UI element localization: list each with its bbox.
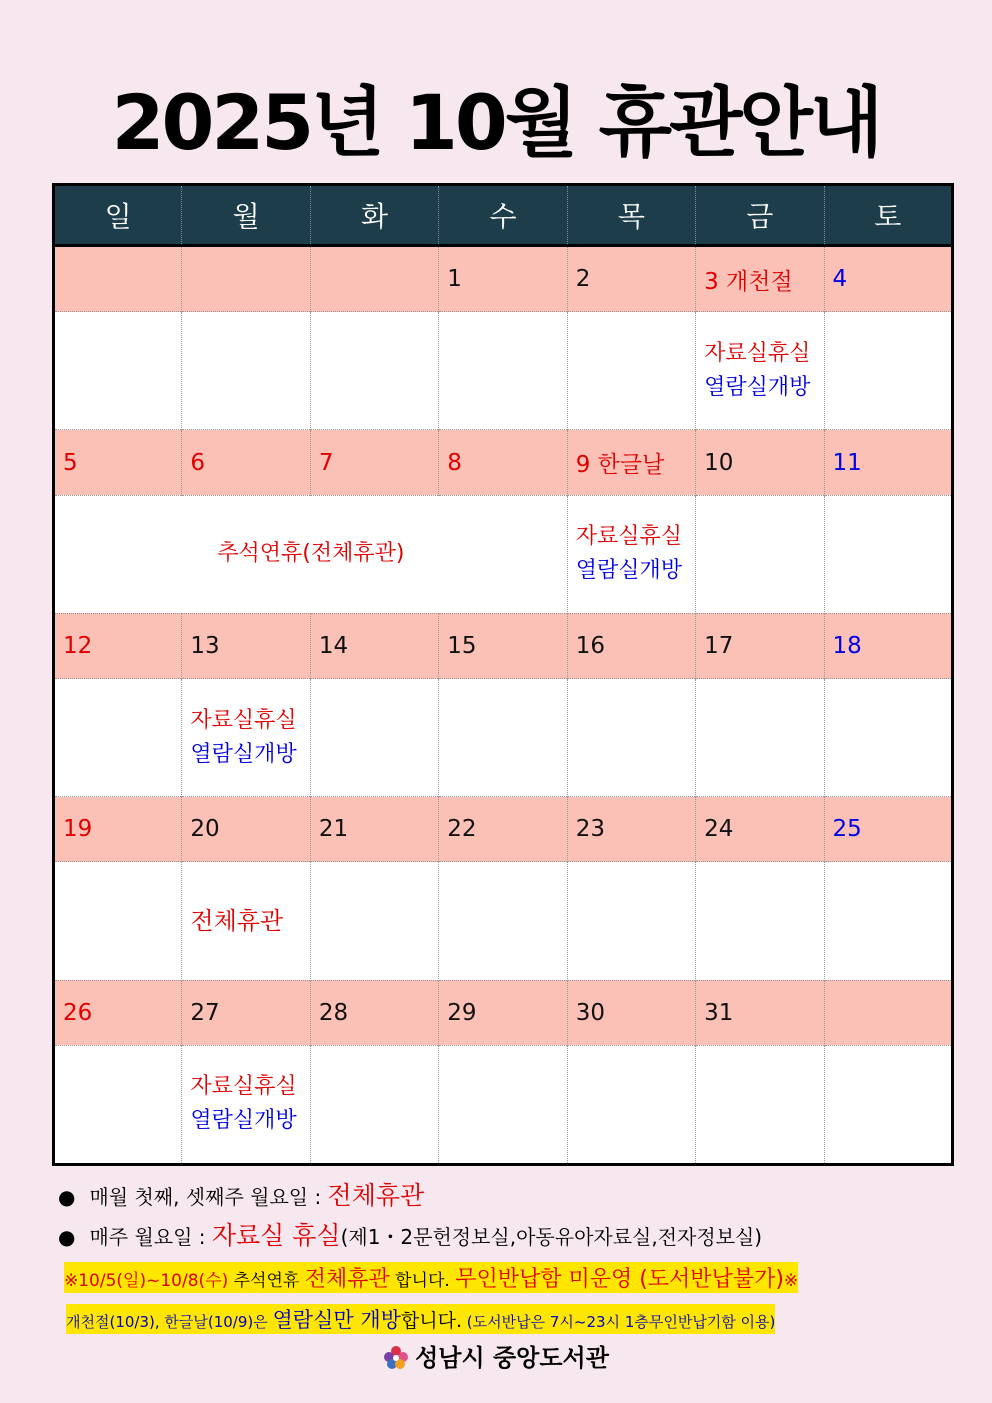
note-cell (567, 1045, 695, 1164)
weekday-mon: 월 (182, 185, 310, 246)
week-1-dates (54, 246, 953, 312)
date-cell: 1 (439, 246, 567, 312)
date-cell: 26 (54, 980, 182, 1045)
holiday-notice (66, 1304, 775, 1334)
note-cell (439, 862, 567, 980)
note-cell (54, 312, 182, 430)
date-cell (310, 246, 438, 312)
note-cell (824, 679, 952, 797)
week-5-notes (54, 1045, 953, 1164)
note-cell (696, 862, 824, 980)
note-cell (696, 1045, 824, 1164)
note-cell (310, 862, 438, 980)
date-cell: 25 (824, 797, 952, 862)
date-cell (182, 246, 310, 312)
calendar-table (52, 183, 954, 1166)
note-cell (824, 862, 952, 980)
bullet-icon: ● (58, 1185, 76, 1209)
notice-mark: ※ (783, 1271, 799, 1291)
info-emphasis: 전체휴관 (327, 1181, 425, 1210)
date-cell: 5 (54, 430, 182, 495)
notice-emphasis: 무인반납함 미운영 (도서반납불가) (455, 1267, 784, 1292)
week-3-dates (54, 613, 953, 678)
weekday-sun: 일 (54, 185, 182, 246)
notice-text: 합니다. (389, 1271, 456, 1291)
info-detail: (제1・2문헌정보실,아동유아자료실,전자정보실) (340, 1225, 763, 1249)
week-5-dates (54, 980, 953, 1045)
week-4-notes (54, 862, 953, 980)
date-cell: 14 (310, 613, 438, 678)
date-cell: 12 (54, 613, 182, 678)
date-cell: 6 (182, 430, 310, 495)
note-cell (696, 312, 824, 430)
date-cell: 31 (696, 980, 824, 1045)
date-cell: 20 (182, 797, 310, 862)
note-cell (696, 495, 824, 613)
info-text: 매월 첫째, 셋째주 월요일 : (89, 1185, 328, 1209)
date-cell (54, 246, 182, 312)
notice-emphasis: 전체휴관 (304, 1267, 390, 1292)
study-room-open-note: 열람실개방 (575, 558, 682, 584)
reading-room-closed-note: 자료실휴실 (190, 707, 297, 733)
notice-text: 추석연휴 (228, 1271, 305, 1291)
note-cell (54, 1045, 182, 1164)
reading-room-closed-note: 자료실휴실 (575, 524, 682, 550)
note-cell (182, 679, 310, 797)
note-cell (824, 1045, 952, 1164)
note-cell (439, 1045, 567, 1164)
info-line-monthly (58, 1176, 424, 1212)
library-footer (0, 1338, 992, 1373)
date-cell: 24 (696, 797, 824, 862)
note-cell (182, 312, 310, 430)
date-cell: 15 (439, 613, 567, 678)
date-cell: 10 (696, 430, 824, 495)
date-cell-holiday: 9 한글날 (567, 430, 695, 495)
info-line-weekly (58, 1216, 762, 1252)
seongnam-logo-icon (383, 1344, 409, 1370)
date-cell: 28 (310, 980, 438, 1045)
weekday-sat: 토 (824, 185, 952, 246)
note-cell (567, 862, 695, 980)
week-2-dates (54, 430, 953, 495)
notice-text: 개천절(10/3), 한글날(10/9)은 (66, 1313, 273, 1331)
week-1-notes (54, 312, 953, 430)
date-cell: 22 (439, 797, 567, 862)
date-cell: 18 (824, 613, 952, 678)
date-cell: 13 (182, 613, 310, 678)
weekday-wed: 수 (439, 185, 567, 246)
notice-dates: ※10/5(일)~10/8(수) (64, 1271, 229, 1291)
full-closure-note: 전체휴관 (190, 906, 284, 935)
date-cell: 2 (567, 246, 695, 312)
note-cell (54, 679, 182, 797)
date-cell: 8 (439, 430, 567, 495)
date-cell: 21 (310, 797, 438, 862)
note-cell (310, 1045, 438, 1164)
page-title: 2025년 10월 휴관안내 (111, 78, 881, 167)
note-cell (696, 679, 824, 797)
study-room-open-note: 열람실개방 (190, 1108, 297, 1134)
reading-room-closed-note: 자료실휴실 (190, 1074, 297, 1100)
study-room-open-note: 열람실개방 (704, 374, 811, 400)
date-cell: 27 (182, 980, 310, 1045)
week-3-notes (54, 679, 953, 797)
date-cell: 19 (54, 797, 182, 862)
notice-text: 합니다. (400, 1310, 463, 1332)
date-cell (824, 980, 952, 1045)
note-cell (439, 679, 567, 797)
library-name: 성남시 중앙도서관 (415, 1344, 609, 1372)
note-cell (824, 495, 952, 613)
reading-room-closed-note: 자료실휴실 (704, 340, 811, 366)
note-cell (182, 1045, 310, 1164)
weekday-fri: 금 (696, 185, 824, 246)
weekday-header-row (54, 185, 953, 246)
date-cell: 23 (567, 797, 695, 862)
info-text: 매주 월요일 : (89, 1225, 212, 1249)
weekday-thu: 목 (567, 185, 695, 246)
date-cell-holiday: 3 개천절 (696, 246, 824, 312)
note-cell (824, 312, 952, 430)
note-cell (182, 862, 310, 980)
note-cell (310, 679, 438, 797)
date-cell: 4 (824, 246, 952, 312)
notice-emphasis: 열람실만 개방 (272, 1308, 401, 1332)
study-room-open-note: 열람실개방 (190, 741, 297, 767)
note-cell (310, 312, 438, 430)
note-cell (567, 312, 695, 430)
note-cell (567, 679, 695, 797)
date-cell: 29 (439, 980, 567, 1045)
weekday-tue: 화 (310, 185, 438, 246)
notice-detail: (도서반납은 7시~23시 1층무인반납기함 이용) (462, 1313, 776, 1331)
chuseok-closure-note: 추석연휴(전체휴관) (54, 495, 568, 613)
week-2-notes (54, 495, 953, 613)
note-cell (567, 495, 695, 613)
date-cell: 30 (567, 980, 695, 1045)
date-cell: 11 (824, 430, 952, 495)
date-cell: 7 (310, 430, 438, 495)
note-cell (439, 312, 567, 430)
date-cell: 17 (696, 613, 824, 678)
info-emphasis: 자료실 휴실 (211, 1221, 341, 1250)
date-cell: 16 (567, 613, 695, 678)
note-cell (54, 862, 182, 980)
bullet-icon: ● (58, 1225, 76, 1249)
chuseok-notice (64, 1262, 798, 1293)
week-4-dates (54, 797, 953, 862)
